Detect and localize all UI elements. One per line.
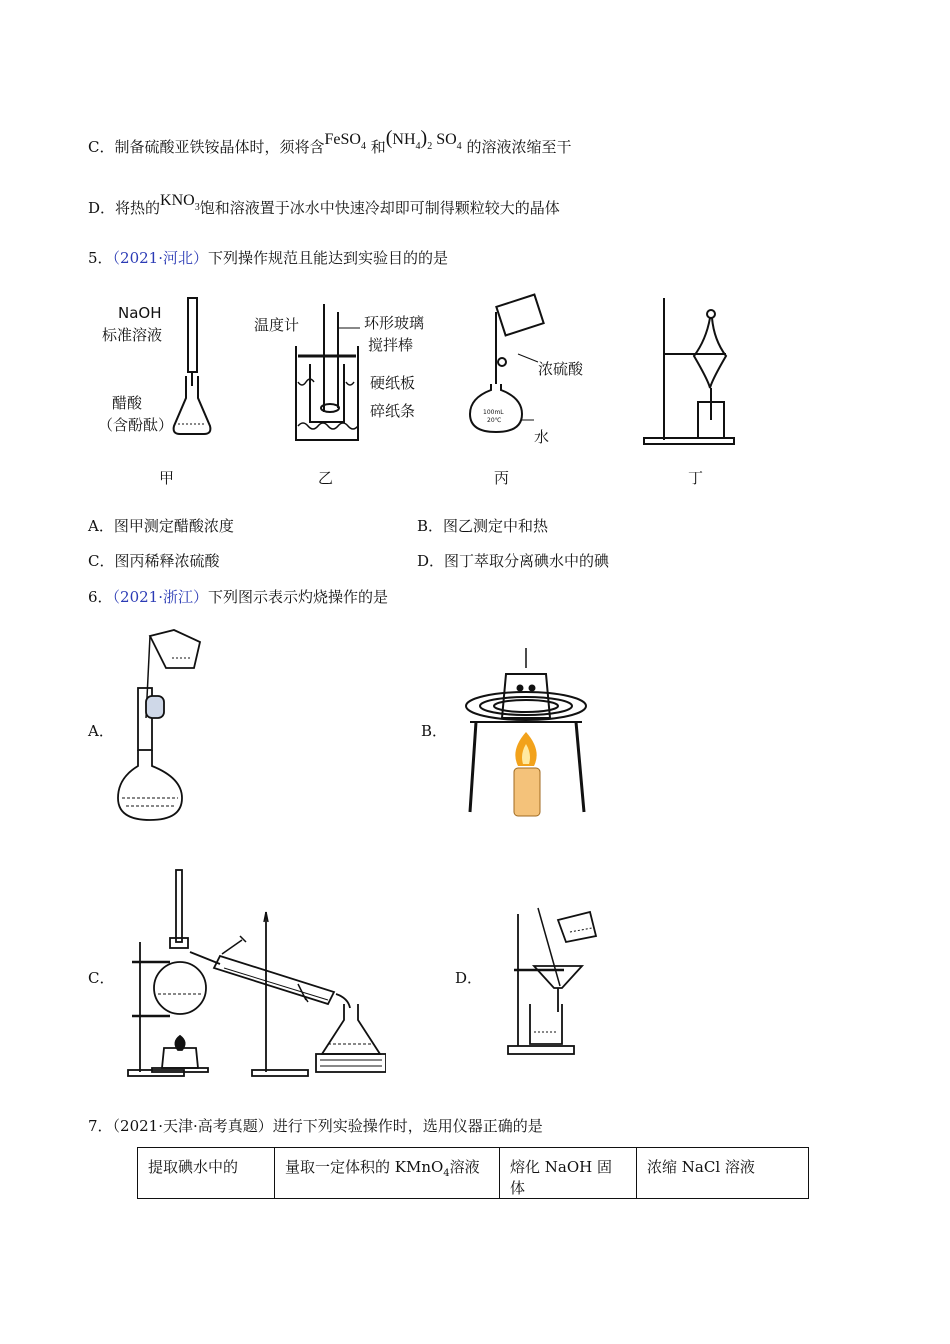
table-cell: 熔化 NaOH 固体 (500, 1148, 637, 1199)
label-water: 水 (534, 428, 550, 446)
q5-caption-jia: 甲 (159, 469, 175, 487)
label-indicator: （含酚酞） (98, 416, 174, 434)
q6-option-a-figure (112, 628, 207, 823)
q6-option-d-figure (506, 906, 606, 1056)
label-acetic-acid: 醋酸 (112, 394, 143, 412)
q6-option-c-figure (124, 868, 386, 1080)
table-row (138, 1148, 809, 1199)
label-stirrer-2: 搅拌棒 (368, 336, 414, 354)
q5-apparatus-figure (98, 292, 758, 492)
formula-nh4-2-so4: $(NH_4)_2$ $SO_4$ (385, 127, 462, 152)
q7-options-table (137, 1147, 809, 1199)
q5-option-b: B．图乙测定中和热 (417, 517, 549, 535)
formula-feso4: FeSO$_4$ (324, 131, 366, 152)
question-stem: 下列操作规范且能达到实验目的的是 (208, 249, 449, 267)
label-flask-temp: 20℃ (487, 417, 502, 424)
option-text-tail: 饱和溶液置于冰水中快速冷却即可制得颗粒较大的晶体 (199, 199, 560, 217)
q6-option-b-figure (460, 648, 590, 820)
label-stirrer-1: 环形玻璃 (364, 314, 425, 332)
table-cell: 量取一定体积的 KMnO$_4$溶液 (275, 1148, 500, 1199)
formula-kno3: $KNO_3$ (160, 192, 200, 213)
question-number: 7． (88, 1117, 113, 1135)
fig-ding-separation (644, 298, 734, 444)
q6-option-c-label: C． (88, 969, 115, 987)
q6-option-b-label: B． (421, 722, 448, 740)
table-cell: 提取碘水中的 (138, 1148, 275, 1199)
fig-bing-dilution (470, 295, 544, 432)
q5-option-a: A．图甲测定醋酸浓度 (88, 517, 234, 535)
q5-stem (88, 248, 448, 268)
question-source: （2021·河北） (112, 249, 208, 267)
q6-option-a-label: A． (88, 722, 114, 740)
q5-caption-bing: 丙 (494, 469, 510, 487)
q6-stem (88, 587, 388, 607)
label-standard-solution: 标准溶液 (102, 326, 163, 344)
option-text: 制备硫酸亚铁铵晶体时，须将含 (114, 138, 325, 156)
option-text-tail: 的溶液浓缩至干 (466, 138, 572, 156)
label-thermometer: 温度计 (254, 316, 300, 334)
table-cell: 浓缩 NaCl 溶液 (637, 1148, 809, 1199)
question-stem: （2021·天津·高考真题）进行下列实验操作时，选用仪器正确的是 (112, 1117, 543, 1135)
question-source: （2021·浙江） (112, 588, 208, 606)
label-paper-scraps: 碎纸条 (370, 402, 416, 420)
label-cardboard: 硬纸板 (370, 374, 416, 392)
option-label: C． (88, 138, 115, 156)
q7-stem (88, 1116, 543, 1136)
option-label: D． (88, 199, 116, 217)
q5-caption-yi: 乙 (318, 469, 334, 487)
q5-option-d: D．图丁萃取分离碘水中的碘 (417, 552, 610, 570)
q6-option-d-label: D． (455, 969, 483, 987)
question-number: 5． (88, 249, 113, 267)
label-flask-volume: 100mL (483, 409, 504, 416)
fig-yi-calorimeter (296, 304, 360, 440)
option-text: 将热的 (115, 199, 161, 217)
q5-option-c: C．图丙稀释浓硫酸 (88, 552, 220, 570)
q4-option-d (88, 192, 560, 221)
q4-option-c (88, 127, 572, 160)
label-naoh: NaOH (118, 304, 162, 322)
question-stem: 下列图示表示灼烧操作的是 (208, 588, 389, 606)
and-text: 和 (370, 138, 386, 156)
q5-caption-ding: 丁 (688, 469, 704, 487)
question-number: 6． (88, 588, 113, 606)
label-conc-h2so4: 浓硫酸 (538, 360, 584, 378)
